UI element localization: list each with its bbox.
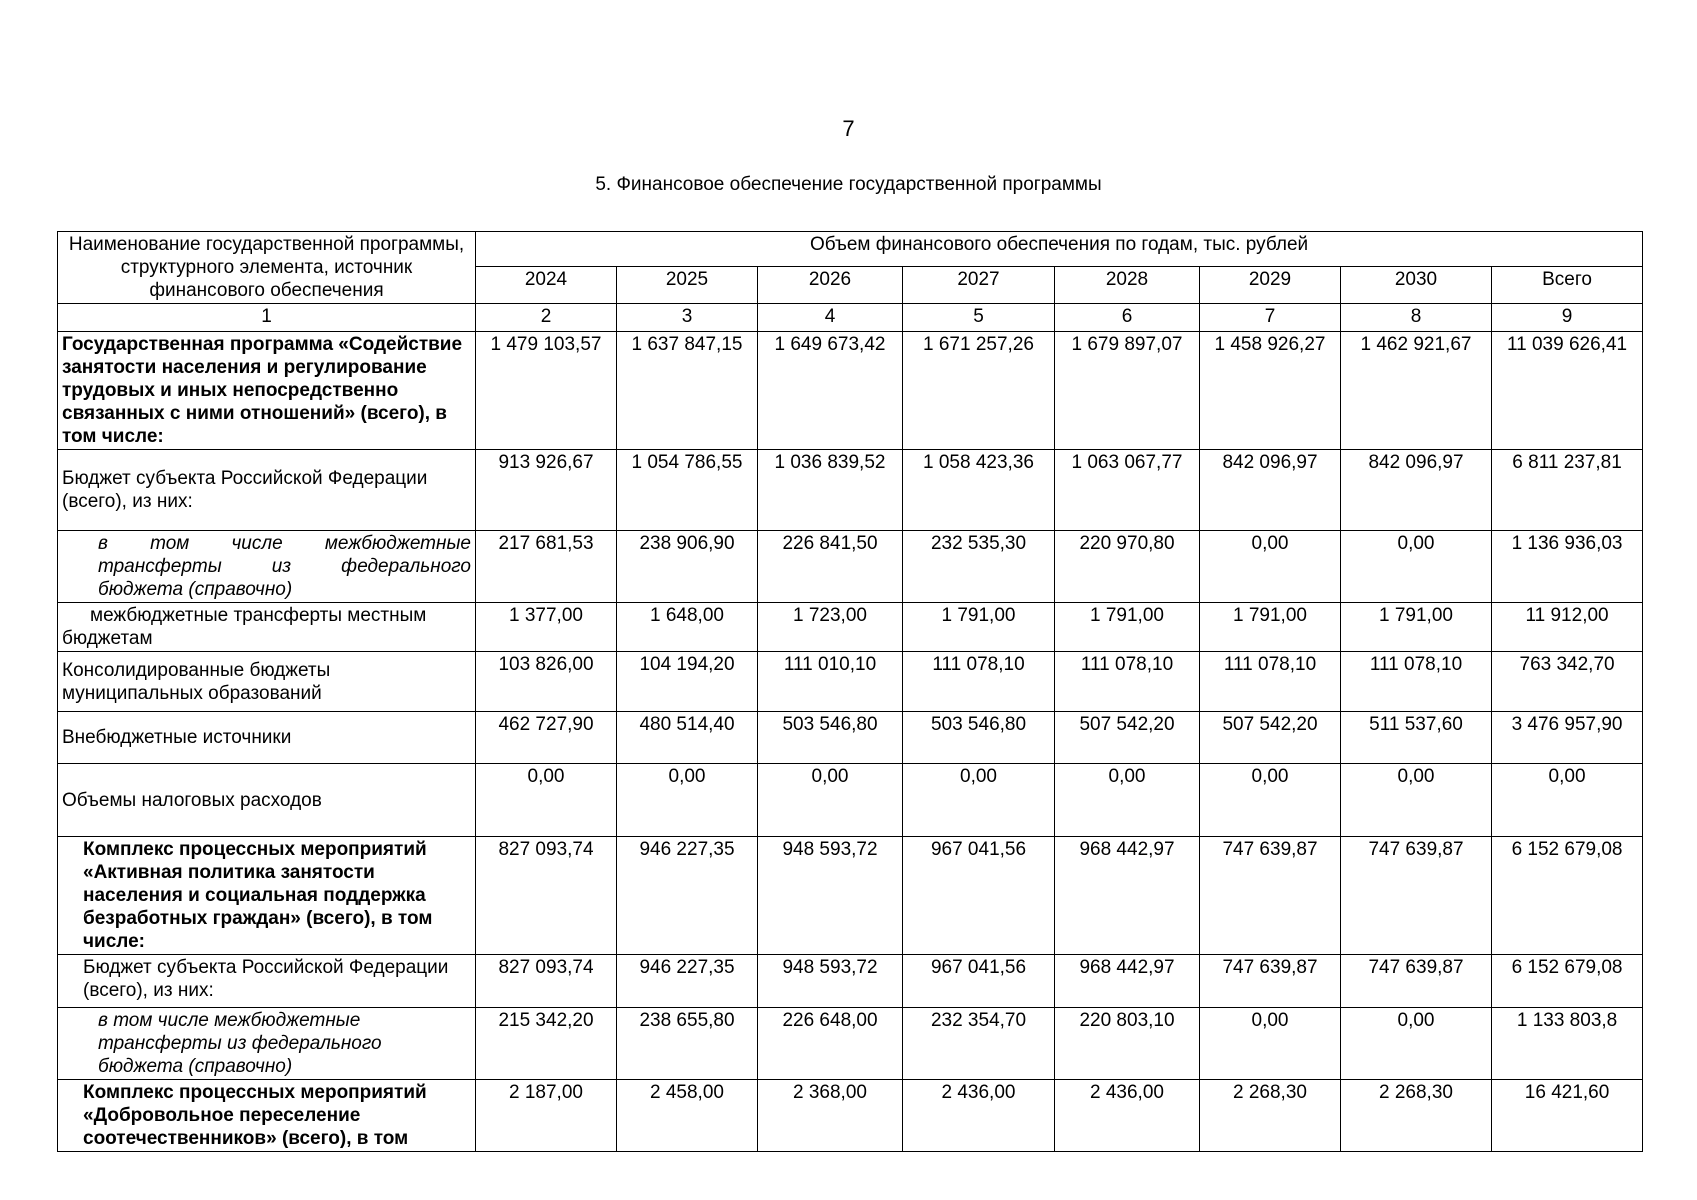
table-row	[58, 1080, 1643, 1152]
table-row	[58, 1008, 1643, 1080]
value-cell: 1 679 897,07	[1055, 332, 1200, 450]
total-cell: 11 039 626,41	[1492, 332, 1643, 450]
value-cell: 2 187,00	[476, 1080, 617, 1152]
total-cell: 0,00	[1492, 764, 1643, 837]
value-cell: 913 926,67	[476, 450, 617, 531]
value-cell: 1 723,00	[758, 603, 903, 652]
year-header: 2024	[476, 267, 617, 304]
value-cell: 111 078,10	[1200, 652, 1341, 712]
value-cell: 507 542,20	[1055, 712, 1200, 764]
table-row	[58, 332, 1643, 450]
value-cell: 968 442,97	[1055, 837, 1200, 955]
value-cell: 503 546,80	[758, 712, 903, 764]
value-cell: 968 442,97	[1055, 955, 1200, 1008]
value-cell: 1 036 839,52	[758, 450, 903, 531]
value-cell: 511 537,60	[1341, 712, 1492, 764]
row-name: Бюджет субъекта Российской Федерации (всего), из них:	[58, 450, 476, 531]
value-cell: 232 535,30	[903, 531, 1055, 603]
value-cell: 948 593,72	[758, 955, 903, 1008]
value-cell: 215 342,20	[476, 1008, 617, 1080]
total-cell: 11 912,00	[1492, 603, 1643, 652]
value-cell: 842 096,97	[1341, 450, 1492, 531]
value-cell: 1 054 786,55	[617, 450, 758, 531]
value-cell: 2 368,00	[758, 1080, 903, 1152]
financing-table	[57, 231, 1643, 1152]
table-row	[58, 450, 1643, 531]
column-number: 9	[1492, 304, 1643, 332]
column-numbers-row	[58, 304, 1643, 332]
value-cell: 747 639,87	[1341, 955, 1492, 1008]
row-name: межбюджетные трансферты местным бюджетам	[58, 603, 476, 652]
total-cell: 763 342,70	[1492, 652, 1643, 712]
value-cell: 1 671 257,26	[903, 332, 1055, 450]
column-number: 8	[1341, 304, 1492, 332]
column-number: 7	[1200, 304, 1341, 332]
value-cell: 1 791,00	[1341, 603, 1492, 652]
column-number: 1	[58, 304, 476, 332]
value-cell: 1 479 103,57	[476, 332, 617, 450]
value-cell: 842 096,97	[1200, 450, 1341, 531]
total-cell: 3 476 957,90	[1492, 712, 1643, 764]
value-cell: 967 041,56	[903, 837, 1055, 955]
row-name: Внебюджетные источники	[58, 712, 476, 764]
year-header: 2029	[1200, 267, 1341, 304]
row-name: в том числе межбюджетные трансферты из федерального бюджета (справочно)	[58, 531, 476, 603]
page-number: 7	[842, 116, 855, 141]
value-cell: 0,00	[903, 764, 1055, 837]
value-cell: 1 377,00	[476, 603, 617, 652]
column-number: 5	[903, 304, 1055, 332]
value-cell: 827 093,74	[476, 955, 617, 1008]
table-row	[58, 764, 1643, 837]
row-name: в том числе межбюджетные трансферты из федерального бюджета (справочно)	[58, 1008, 476, 1080]
table-row	[58, 652, 1643, 712]
value-cell: 1 058 423,36	[903, 450, 1055, 531]
value-cell: 2 268,30	[1200, 1080, 1341, 1152]
value-cell: 480 514,40	[617, 712, 758, 764]
value-cell: 111 078,10	[1055, 652, 1200, 712]
row-name: Комплекс процессных мероприятий «Активная политика занятости населения и социальная поддержка безработных граждан» (всего), в том числе:	[58, 837, 476, 955]
value-cell: 2 436,00	[1055, 1080, 1200, 1152]
year-header: 2030	[1341, 267, 1492, 304]
value-cell: 1 649 673,42	[758, 332, 903, 450]
value-cell: 103 826,00	[476, 652, 617, 712]
column-number: 4	[758, 304, 903, 332]
row-name: Бюджет субъекта Российской Федерации (всего), из них:	[58, 955, 476, 1008]
value-cell: 2 268,30	[1341, 1080, 1492, 1152]
column-number: 6	[1055, 304, 1200, 332]
header-name-cell: Наименование государственной программы, структурного элемента, источник финансового обеспечения	[58, 232, 476, 304]
year-header: 2025	[617, 267, 758, 304]
value-cell: 111 010,10	[758, 652, 903, 712]
value-cell: 1 791,00	[1055, 603, 1200, 652]
value-cell: 1 458 926,27	[1200, 332, 1341, 450]
row-name: Объемы налоговых расходов	[58, 764, 476, 837]
value-cell: 747 639,87	[1200, 955, 1341, 1008]
table-row	[58, 531, 1643, 603]
table-row	[58, 955, 1643, 1008]
value-cell: 111 078,10	[903, 652, 1055, 712]
value-cell: 111 078,10	[1341, 652, 1492, 712]
row-name: Консолидированные бюджеты муниципальных образований	[58, 652, 476, 712]
value-cell: 1 462 921,67	[1341, 332, 1492, 450]
value-cell: 220 803,10	[1055, 1008, 1200, 1080]
table-row	[58, 837, 1643, 955]
year-header: 2028	[1055, 267, 1200, 304]
total-header: Всего	[1492, 267, 1643, 304]
total-cell: 6 811 237,81	[1492, 450, 1643, 531]
total-cell: 1 133 803,8	[1492, 1008, 1643, 1080]
total-cell: 6 152 679,08	[1492, 837, 1643, 955]
value-cell: 232 354,70	[903, 1008, 1055, 1080]
value-cell: 220 970,80	[1055, 531, 1200, 603]
value-cell: 0,00	[1341, 1008, 1492, 1080]
value-cell: 462 727,90	[476, 712, 617, 764]
value-cell: 2 436,00	[903, 1080, 1055, 1152]
value-cell: 0,00	[1341, 764, 1492, 837]
value-cell: 0,00	[617, 764, 758, 837]
table-row	[58, 603, 1643, 652]
column-number: 3	[617, 304, 758, 332]
year-header: 2027	[903, 267, 1055, 304]
row-name: Государственная программа «Содействие занятости населения и регулирование трудовых и иных непосредственно связанных с ними отношений» (всего), в том числе:	[58, 332, 476, 450]
value-cell: 0,00	[1055, 764, 1200, 837]
value-cell: 1 063 067,77	[1055, 450, 1200, 531]
value-cell: 503 546,80	[903, 712, 1055, 764]
value-cell: 0,00	[1200, 764, 1341, 837]
value-cell: 967 041,56	[903, 955, 1055, 1008]
section-title: 5. Финансовое обеспечение государственной программы	[595, 174, 1102, 195]
value-cell: 226 841,50	[758, 531, 903, 603]
value-cell: 507 542,20	[1200, 712, 1341, 764]
value-cell: 2 458,00	[617, 1080, 758, 1152]
value-cell: 0,00	[476, 764, 617, 837]
table-row	[58, 712, 1643, 764]
value-cell: 238 655,80	[617, 1008, 758, 1080]
value-cell: 0,00	[758, 764, 903, 837]
value-cell: 946 227,35	[617, 955, 758, 1008]
value-cell: 948 593,72	[758, 837, 903, 955]
header-row-1	[58, 232, 1643, 267]
value-cell: 1 637 847,15	[617, 332, 758, 450]
year-header: 2026	[758, 267, 903, 304]
value-cell: 1 648,00	[617, 603, 758, 652]
value-cell: 0,00	[1200, 1008, 1341, 1080]
total-cell: 16 421,60	[1492, 1080, 1643, 1152]
value-cell: 827 093,74	[476, 837, 617, 955]
value-cell: 0,00	[1341, 531, 1492, 603]
total-cell: 1 136 936,03	[1492, 531, 1643, 603]
value-cell: 226 648,00	[758, 1008, 903, 1080]
column-number: 2	[476, 304, 617, 332]
value-cell: 0,00	[1200, 531, 1341, 603]
value-cell: 747 639,87	[1200, 837, 1341, 955]
header-volume-cell: Объем финансового обеспечения по годам, тыс. рублей	[476, 232, 1643, 267]
value-cell: 1 791,00	[1200, 603, 1341, 652]
value-cell: 217 681,53	[476, 531, 617, 603]
total-cell: 6 152 679,08	[1492, 955, 1643, 1008]
row-name: Комплекс процессных мероприятий «Добровольное переселение соотечественников» (всего), в том	[58, 1080, 476, 1152]
value-cell: 238 906,90	[617, 531, 758, 603]
value-cell: 1 791,00	[903, 603, 1055, 652]
value-cell: 104 194,20	[617, 652, 758, 712]
value-cell: 747 639,87	[1341, 837, 1492, 955]
value-cell: 946 227,35	[617, 837, 758, 955]
